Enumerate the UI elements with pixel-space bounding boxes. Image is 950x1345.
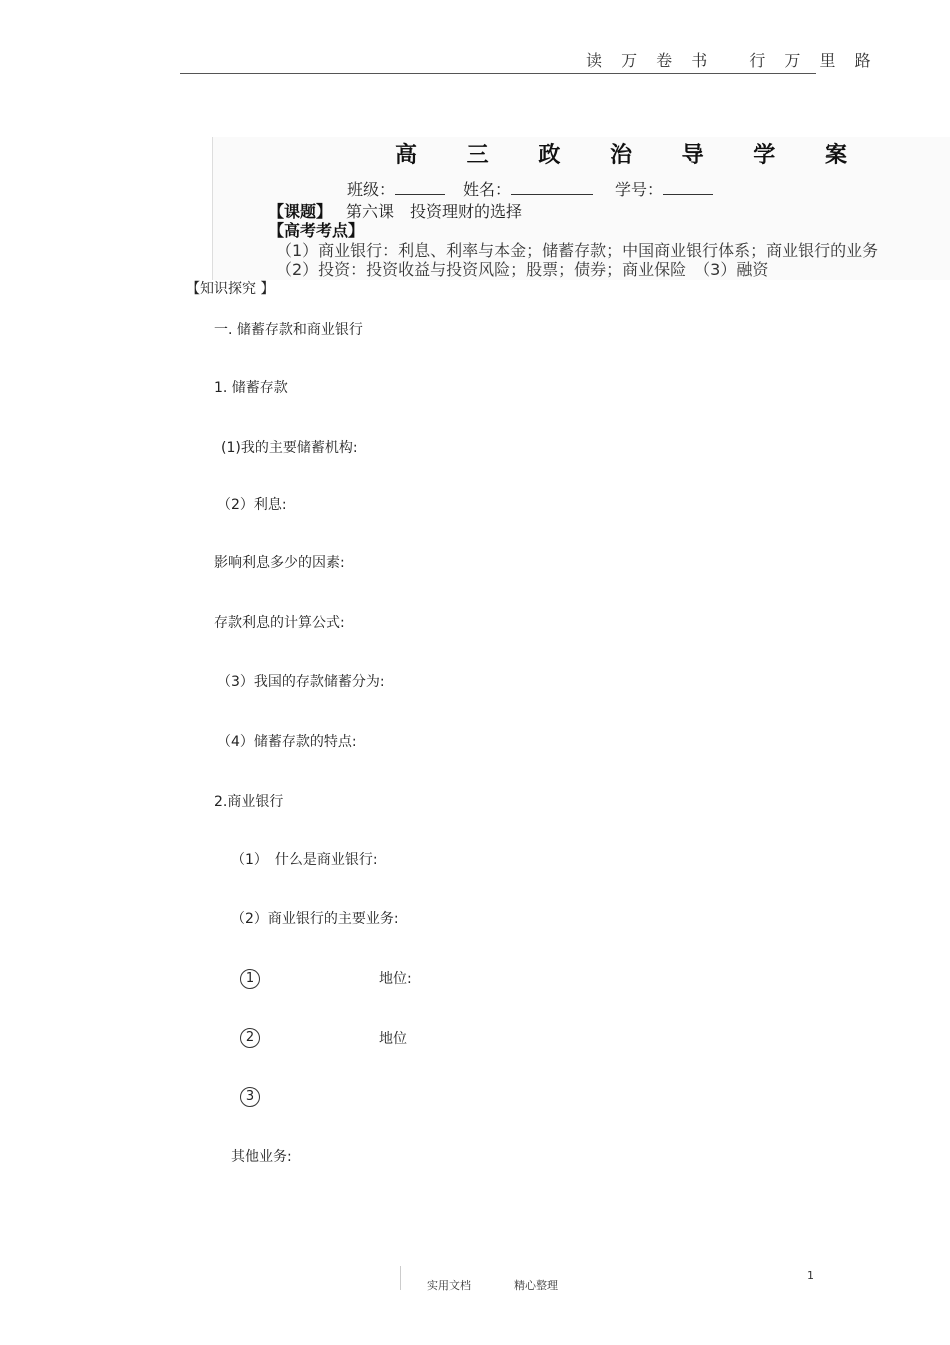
position-label-1: 地位: [379,971,412,987]
question-savings-institution: (1)我的主要储蓄机构: [221,440,358,456]
exam-points-heading: 【高考考点】 [268,221,365,240]
circled-number-3: 3 [240,1087,260,1107]
list-item [240,967,260,989]
question-savings-features: （4）储蓄存款的特点: [217,734,357,750]
question-bank-business: （2）商业银行的主要业务: [231,911,399,927]
footer-rule [400,1266,401,1290]
question-what-is-bank: （1） 什么是商业银行: [231,852,378,868]
question-interest: （2）利息: [217,497,287,513]
topic-label: 【课题】 [268,202,333,221]
subsection-1-1: 1. 储蓄存款 [214,380,288,396]
exam-points-line-2: （2）投资：投资收益与投资风险；股票；债券；商业保险 （3）融资 [276,260,769,279]
student-id-label: 学号： [615,180,664,199]
section-1-heading: 一. 储蓄存款和商业银行 [214,322,363,338]
list-item [240,1026,260,1048]
header-rule [180,73,816,74]
other-business: 其他业务: [231,1149,292,1165]
question-interest-formula: 存款利息的计算公式: [214,615,345,631]
list-item [240,1085,260,1107]
exam-points-line-1: （1）商业银行：利息、利率与本金；储蓄存款；中国商业银行体系；商业银行的业务 [276,241,879,260]
student-id-blank [663,180,713,195]
footer-text [427,1277,558,1293]
subsection-commercial-bank: 2.商业银行 [214,794,284,810]
worksheet-title: 高 三 政 治 导 学 案 [395,143,868,168]
page-header: 读 万 卷 书 行 万 里 路 [586,51,878,70]
student-info-fields [347,177,713,200]
topic-value: 第六课 投资理财的选择 [346,202,523,221]
question-savings-types: （3）我国的存款储蓄分为: [217,674,385,690]
circled-number-1: 1 [240,969,260,989]
class-label: 班级： [347,180,396,199]
name-label: 姓名： [463,180,512,199]
class-blank [395,180,445,195]
position-label-2: 地位 [379,1031,407,1047]
knowledge-explore-heading: 【知识探究 】 [186,281,275,297]
circled-number-2: 2 [240,1028,260,1048]
name-blank [511,180,593,195]
footer-left: 实用文档 [427,1279,471,1292]
question-interest-factors: 影响利息多少的因素: [214,555,345,571]
footer-right: 精心整理 [514,1279,558,1292]
page-number: 1 [807,1269,814,1282]
